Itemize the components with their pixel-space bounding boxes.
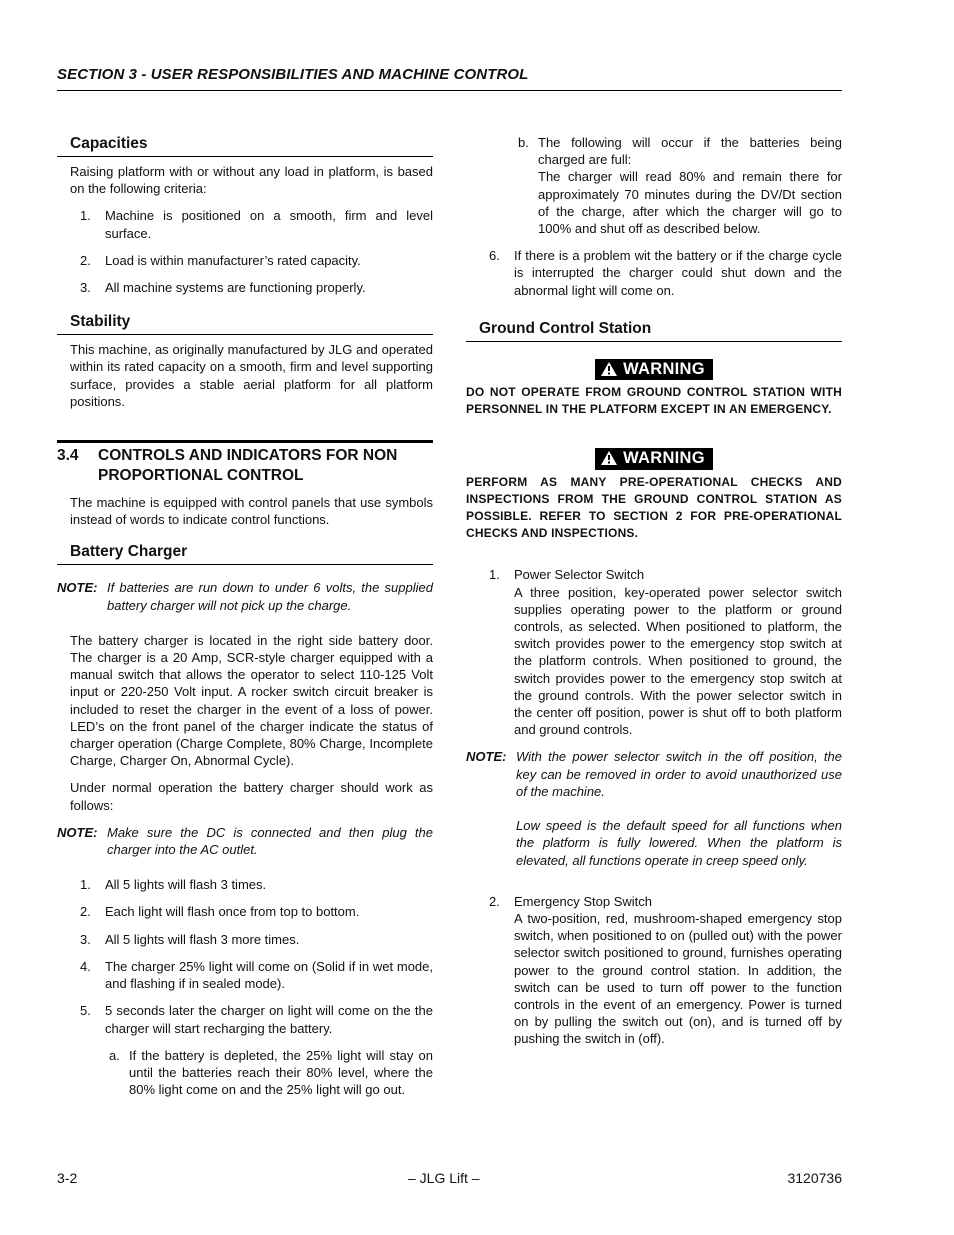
stability-heading: Stability (57, 312, 433, 335)
sub-list-item: a. If the battery is depleted, the 25% light will stay on until the batteries reach their 80% level, where the 80% light come on and the 25% light will go out. (109, 1047, 433, 1098)
list-item: 1. Machine is positioned on a smooth, firm and level surface. (80, 208, 433, 241)
warning-banner: WARNING (466, 448, 842, 469)
list-item: 2. Load is within manufacturer’s rated capacity. (80, 252, 361, 268)
list-item: 5. 5 seconds later the charger on light will come on the the charger will start recharging the battery. (80, 1003, 433, 1036)
right-column (466, 134, 842, 1058)
section-3-4-heading: 3.4 CONTROLS AND INDICATORS FOR NON PROPORTIONAL CONTROL (57, 440, 433, 486)
list-item: 2. Emergency Stop Switch A two-position, red, mushroom-shaped emergency stop switch, when positioned to on (pulled out) with the power selector switch positioned to ground, furnishes operating power to the ground control station. In addition, the switch can be used to turn off power to the function controls in the event of an emergency. Power is turned on by pulling the switch out (on), and is turned off by pushing the switch in (off). (489, 893, 842, 1047)
battery-charger-heading: Battery Charger (57, 542, 433, 565)
document-number: 3120736 (787, 1170, 842, 1186)
list-item: 6. If there is a problem wit the battery or if the charge cycle is interrupted the charger could shut down and the abnormal light will come on. (489, 248, 842, 298)
footer-brand: – JLG Lift – (408, 1170, 480, 1186)
battery-charger-description: The battery charger is located in the right side battery door. The charger is a 20 Amp, SCR-style charger equipped with a manual switch that allows the operator to select 110-125 Volt input or 220-250 Volt input. A rocker switch circuit breaker is included to reset the charger in the event of a loss of power. LED’s on the front panel of the charger indicate the status of charger operation (Charge Complete, 80% Charge, Incomplete Charge, Charger On, Abnormal Cycle). (70, 632, 433, 769)
note-dc-connect: NOTE: Make sure the DC is connected and then plug the charger into the AC outlet. (57, 824, 433, 858)
capacities-heading: Capacities (57, 134, 433, 157)
warning-triangle-icon (601, 451, 617, 465)
warning-text-preop-checks: PERFORM AS MANY PRE-OPERATIONAL CHECKS AND INSPECTIONS FROM THE GROUND CONTROL STATION AS POSSIBLE. REFER TO SECTION 2 FOR PRE-OPERATIONAL CHECKS AND INSPECTIONS. (466, 474, 842, 541)
stability-text: This machine, as originally manufactured by JLG and operated within its rated capacity on a smooth, firm and level supporting surface, provides a stable aerial platform for all platform positions. (70, 342, 433, 409)
list-item: 2. Each light will flash once from top to bottom. (80, 904, 360, 920)
note-power-selector: NOTE: With the power selector switch in the off position, the key can be removed in order to avoid unauthorized use of the machine. Low speed is the default speed for all functions when the platform is fully lowered. When the platform is elevated, all functions operate in creep speed only. (466, 749, 842, 868)
capacities-list (57, 207, 433, 296)
list-item: 3. All machine systems are functioning properly. (80, 280, 366, 296)
section-3-4-text: The machine is equipped with control panels that use symbols instead of words to indicate control functions. (70, 495, 433, 528)
warning-banner: WARNING (466, 359, 842, 380)
ground-control-heading: Ground Control Station (466, 319, 842, 342)
warning-text-emergency: DO NOT OPERATE FROM GROUND CONTROL STATION WITH PERSONNEL IN THE PLATFORM EXCEPT IN AN EMERGENCY. (466, 385, 842, 417)
capacities-intro: Raising platform with or without any load in platform, is based on the following criteria: (70, 164, 433, 197)
page-number: 3-2 (57, 1170, 78, 1186)
sub-list-item: b. The following will occur if the batteries being charged are full: The charger will read 80% and remain there for approximately 70 minutes during the DV/Dt section of the charge, after which the charger will go to 100% and shut off as described below. (518, 135, 842, 237)
battery-charger-normal-operation: Under normal operation the battery charger should work as follows: (70, 780, 433, 813)
list-item: 3. All 5 lights will flash 3 more times. (80, 931, 300, 947)
left-column (57, 134, 433, 1108)
charger-steps-list (57, 876, 433, 1098)
section-title: SECTION 3 - USER RESPONSIBILITIES AND MACHINE CONTROL (57, 66, 529, 83)
list-item: 1. Power Selector Switch A three position, key-operated power selector switch supplies operating power to the platform or ground controls, as selected. When positioned to platform, the switch provides power to the emergency stop switch at the platform controls. When positioned to ground, the switch provides power to the emergency stop switch at the ground controls. With the power selector switch in the center off position, power is shut off to both platform and ground controls. (489, 567, 842, 738)
warning-triangle-icon (601, 362, 617, 376)
list-item: 4. The charger 25% light will come on (Solid if in wet mode, and flashing if in sealed mode). (80, 958, 433, 992)
header-rule (57, 90, 842, 91)
list-item: 1. All 5 lights will flash 3 times. (80, 877, 267, 893)
note-battery-volts: NOTE: If batteries are run down to under 6 volts, the supplied battery charger will not pick up the charge. (57, 580, 433, 613)
